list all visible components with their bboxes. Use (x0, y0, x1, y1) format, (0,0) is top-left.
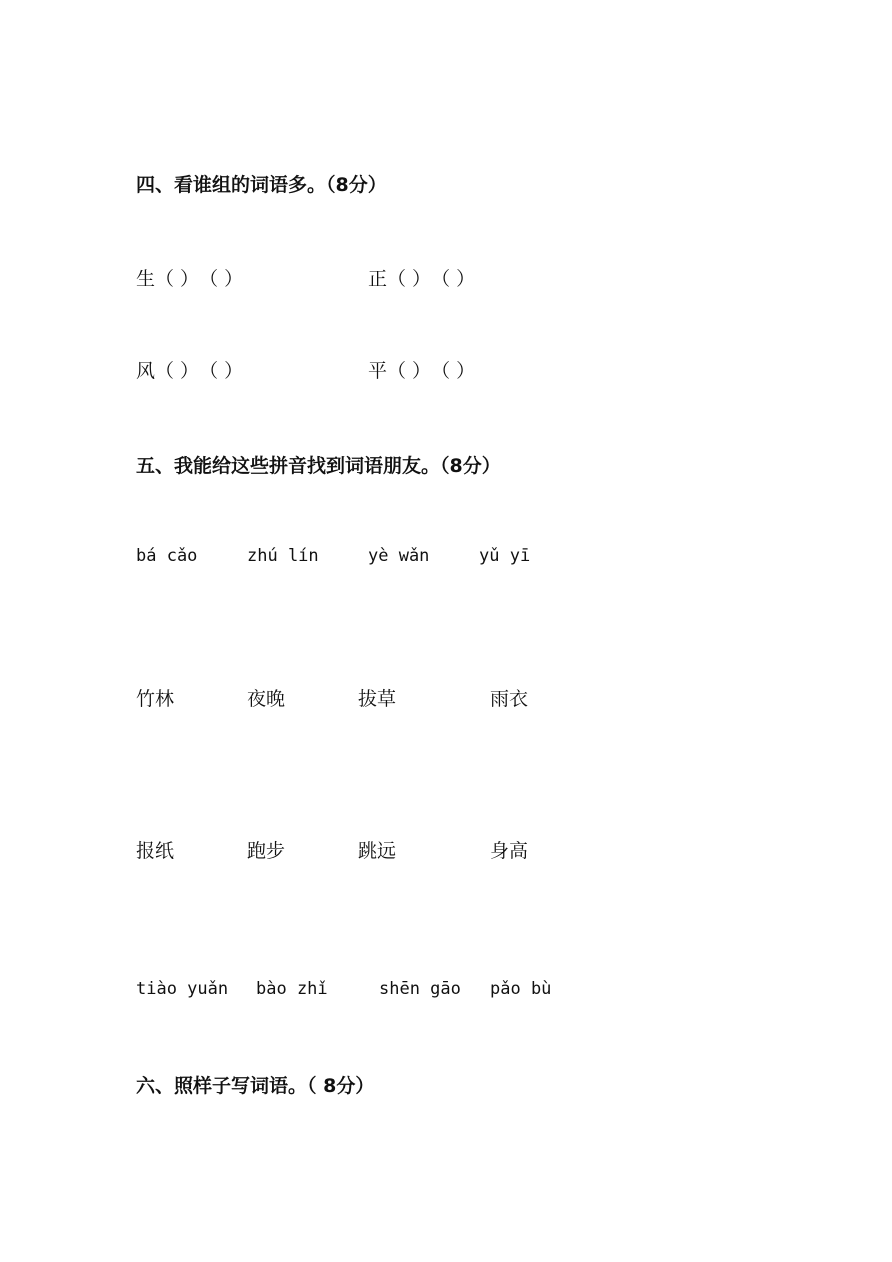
blank-parentheses: （ ） (155, 268, 200, 290)
word-group-item (136, 264, 243, 291)
blank-parentheses: （ ） (431, 268, 476, 290)
word-item: 夜晚 (247, 688, 286, 710)
section-5-heading: 五、我能给这些拼音找到词语朋友。（8分） (136, 455, 501, 477)
word-group-item (136, 356, 243, 383)
blank-parentheses: （ ） (431, 360, 476, 382)
pinyin-item: bào zhǐ (256, 979, 328, 999)
blank-parentheses: （ ） (199, 360, 244, 382)
blank-parentheses: （ ） (387, 268, 432, 290)
word-item: 拔草 (358, 688, 397, 710)
base-char: 正 (368, 268, 388, 290)
base-char: 平 (368, 360, 388, 382)
word-item: 报纸 (136, 840, 175, 862)
base-char: 生 (136, 268, 156, 290)
word-item: 跑步 (247, 840, 286, 862)
pinyin-item: pǎo bù (490, 979, 552, 999)
base-char: 风 (136, 360, 156, 382)
word-item: 竹林 (136, 688, 175, 710)
blank-parentheses: （ ） (387, 360, 432, 382)
blank-parentheses: （ ） (155, 360, 200, 382)
pinyin-item: yǔ yī (479, 546, 531, 566)
blank-parentheses: （ ） (199, 268, 244, 290)
word-item: 跳远 (358, 840, 397, 862)
pinyin-item: yè wǎn (368, 546, 430, 566)
word-item: 身高 (490, 840, 529, 862)
section-6-heading: 六、照样子写词语。（ 8分） (136, 1075, 375, 1097)
word-group-item (368, 356, 475, 383)
pinyin-item: shēn gāo (379, 979, 461, 999)
section-4-heading: 四、看谁组的词语多。（8分） (136, 174, 387, 196)
pinyin-item: zhú lín (247, 546, 319, 566)
word-group-item (368, 264, 475, 291)
word-item: 雨衣 (490, 688, 529, 710)
pinyin-item: tiào yuǎn (136, 979, 229, 999)
pinyin-item: bá cǎo (136, 546, 198, 566)
